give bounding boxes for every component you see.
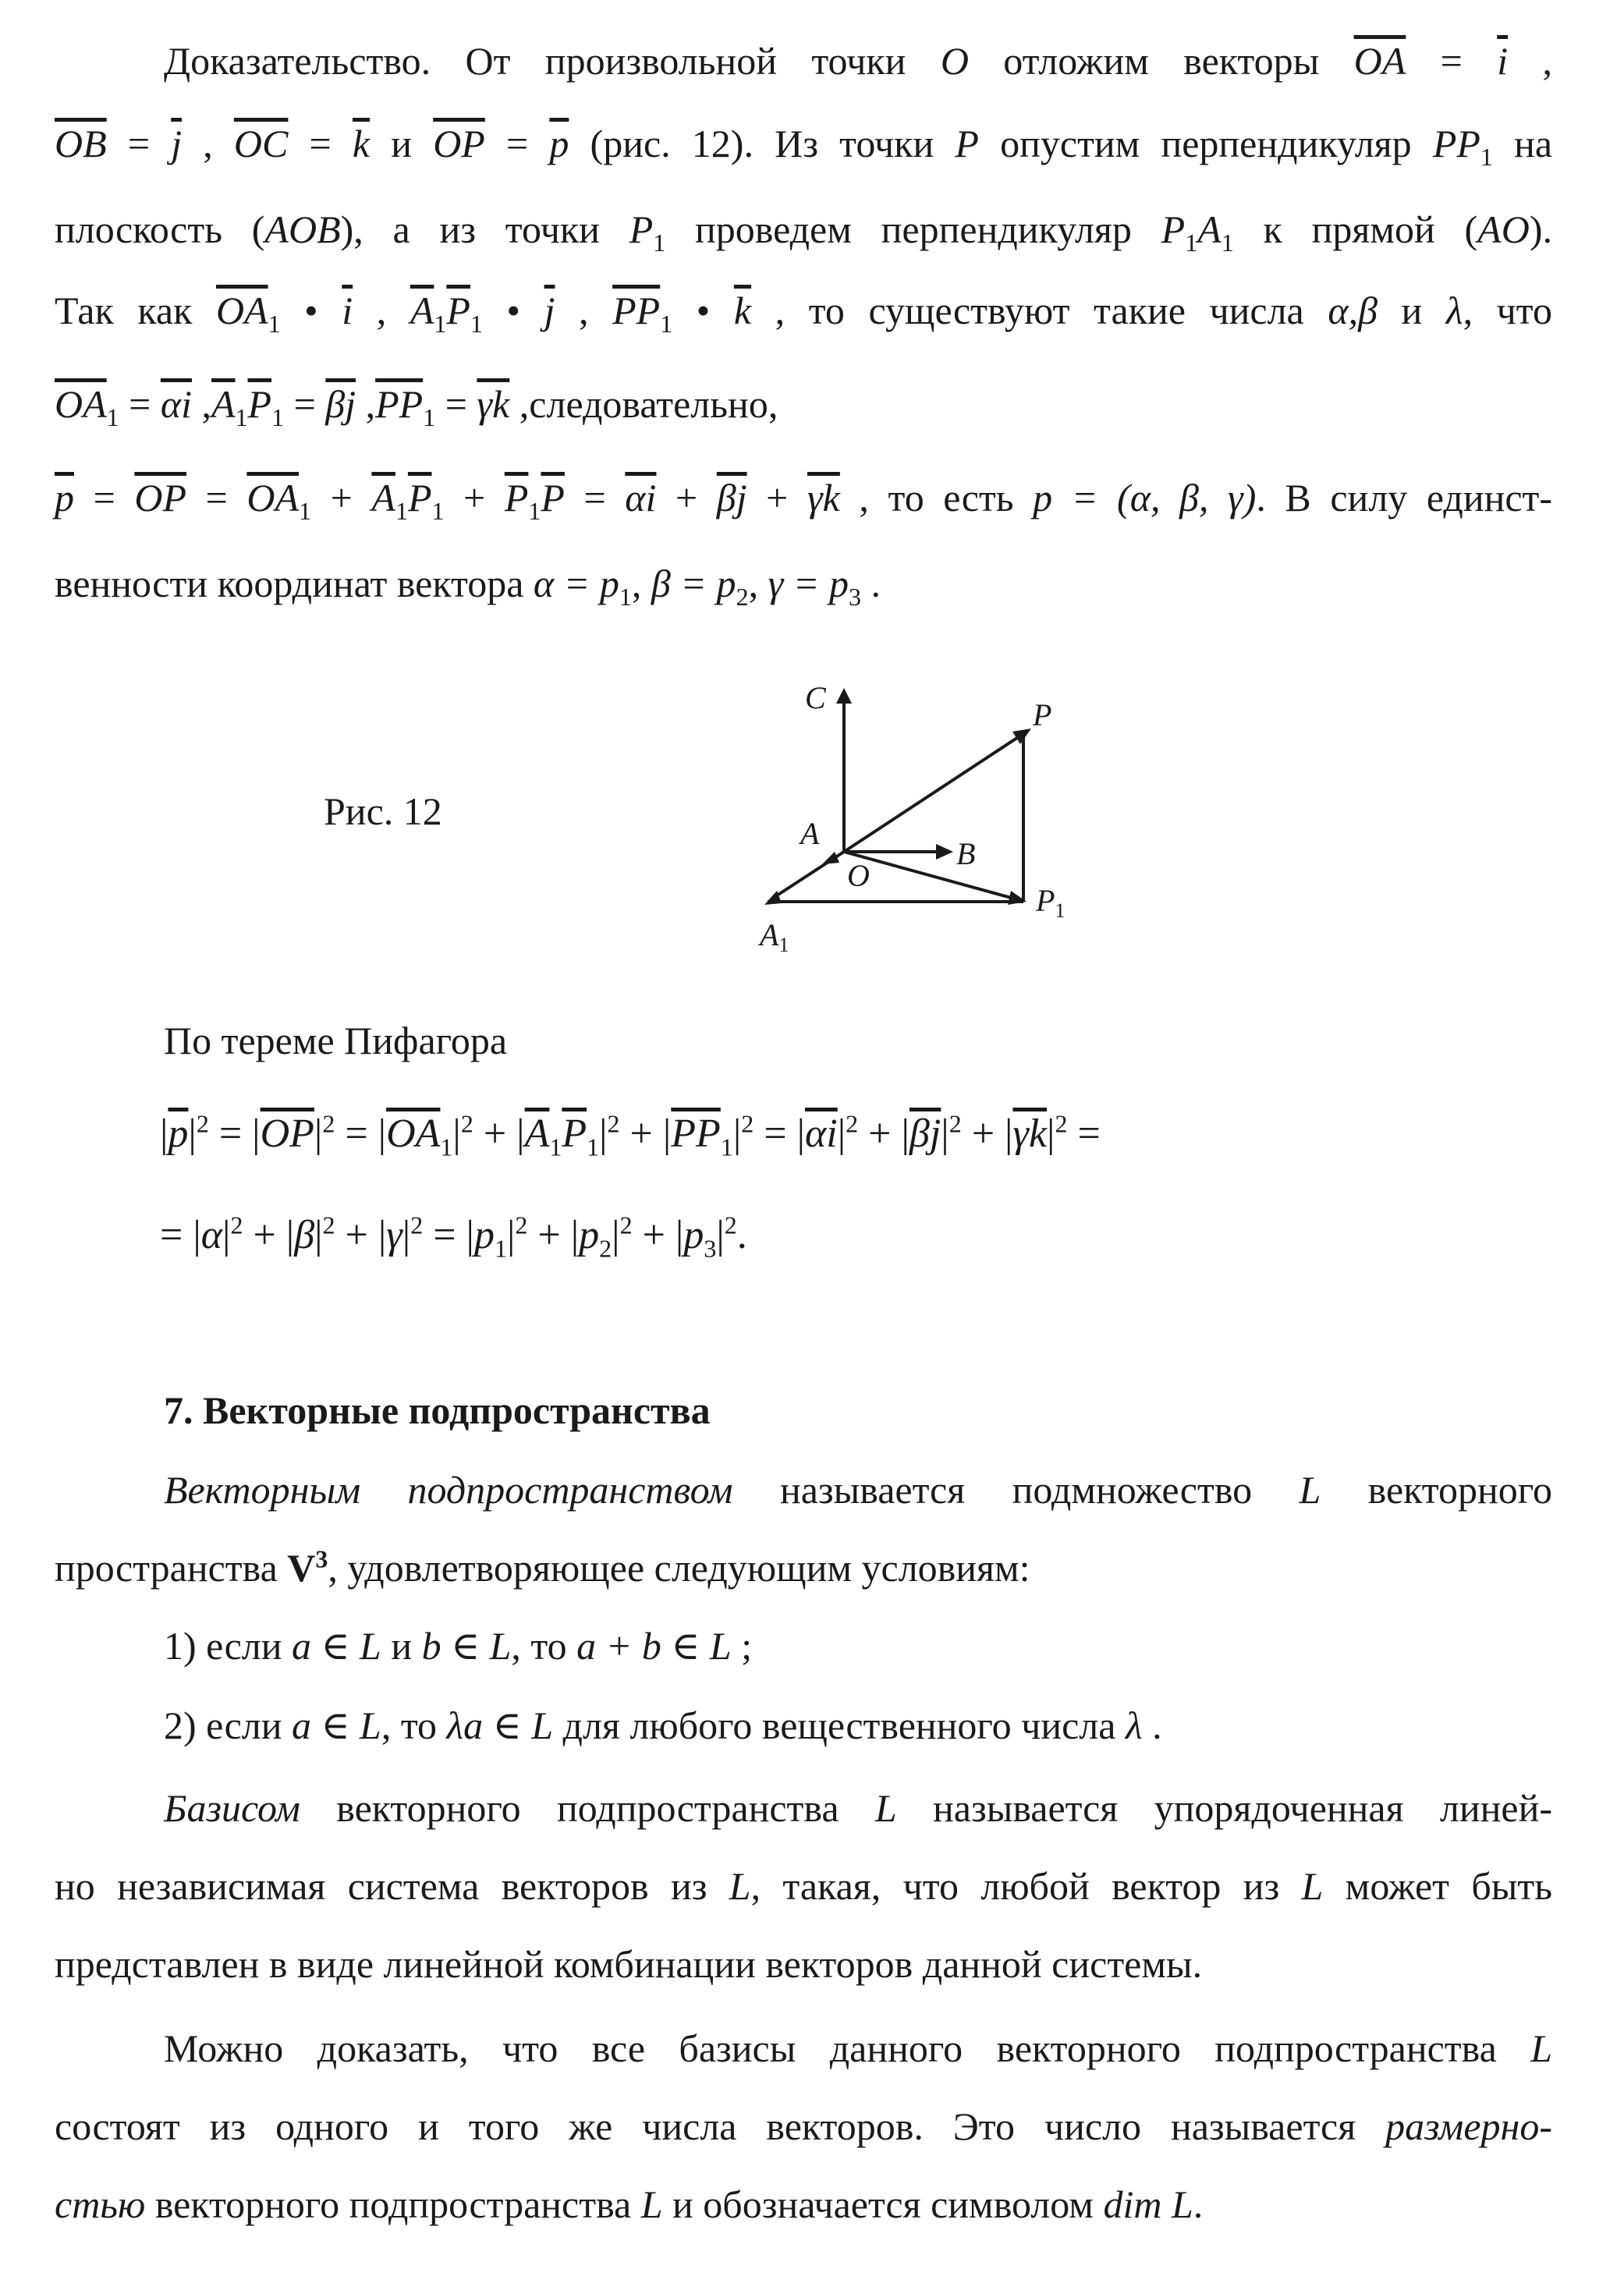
dimension-line-2 <box>55 2089 1552 2164</box>
vector-op: $\overline{OP}$ <box>433 122 485 165</box>
subscript: 1 <box>587 1133 600 1161</box>
parallel-symbol: • <box>482 289 544 332</box>
parallel-symbol: • <box>672 289 734 332</box>
text: ; <box>741 1624 753 1668</box>
pythagoras-eq-1: $|\overline{p}|^2 = |\overline{OP}|^2 = |\overline{OA}_1|^2 + |\overline{A}_1\overline{P}_1|^2 + |\overline{PP}_1|^2 = |\overline{\alpha i}|^2 + |\overline{\beta j}|^2 + |\overline{\gamma k}|^2$ = <box>160 1109 1101 1161</box>
text: и обозначается символом <box>662 2182 1104 2226</box>
vector-a1p1: $\overline{A}$ <box>410 289 434 332</box>
vector-i: $\overline{i}$ <box>342 289 353 332</box>
math-expr: γ = p <box>768 562 849 605</box>
arrowhead-b <box>936 844 953 860</box>
subscript: 1 <box>549 1133 562 1161</box>
math-greek: γ <box>386 1213 402 1257</box>
text: Так как <box>55 289 216 332</box>
square: 2 <box>322 1211 335 1239</box>
math-expr: β = p <box>651 562 736 605</box>
vector-p1p: $\overline{P}$ <box>504 476 529 519</box>
subscript: 1 <box>1480 143 1493 171</box>
math-expr: $\overline{\gamma k}$ <box>807 476 840 519</box>
basis-line-2 <box>55 1849 1552 1923</box>
figure-caption: Рис. 12 <box>324 789 442 833</box>
vector-ob: $\overline{OB}$ <box>55 122 107 165</box>
section-heading: 7. Векторные подпространства <box>164 1388 711 1432</box>
math-var: p <box>473 1213 495 1257</box>
square: 2 <box>1055 1109 1068 1138</box>
text: Доказательство. От произвольной точки <box>164 39 941 83</box>
math-expr: $\overline{\gamma k}$ <box>1012 1111 1048 1156</box>
subscript: 1 <box>720 1133 733 1161</box>
math-expr: b ∈ L <box>421 1624 512 1668</box>
condition-2 <box>164 1688 1624 1763</box>
math-var: L <box>640 2182 663 2226</box>
vector-oa: $\overline{OA}$ <box>1353 39 1406 83</box>
square: 2 <box>949 1109 962 1138</box>
text: и <box>370 122 434 165</box>
math-expr: a ∈ L <box>292 1624 381 1668</box>
math-var: L <box>729 1864 751 1908</box>
math-greek: α,β <box>1328 289 1378 332</box>
vector-a1p1-end: $\overline{P}$ <box>247 382 272 426</box>
text: векторного подпространства <box>145 2182 641 2226</box>
text: и <box>391 1624 413 1668</box>
term: Базисом <box>164 1786 300 1830</box>
term: стью <box>55 2182 146 2226</box>
vector-oa1: $\overline{OA}$ <box>55 382 107 426</box>
vector-p: $\overline{p}$ <box>168 1111 189 1156</box>
text: . В силу единст- <box>1256 476 1553 519</box>
vector-pp1: $\overline{PP}$ <box>375 382 424 426</box>
text: , что <box>1463 289 1552 332</box>
math-var: p <box>579 1213 600 1257</box>
label-a1: $A_1$ <box>760 917 789 956</box>
text: следовательно, <box>529 382 778 426</box>
vector-op: $\overline{OP}$ <box>260 1111 314 1156</box>
text: векторного подпространства <box>300 1786 875 1830</box>
text: (рис. 12). Из точки <box>569 122 956 165</box>
text: , <box>1508 39 1553 83</box>
text: , то <box>381 1704 438 1747</box>
math-point: P <box>955 122 979 165</box>
math-line: AO <box>1477 207 1530 251</box>
subscript: 1 <box>440 1133 453 1161</box>
term: размерно- <box>1385 2104 1552 2148</box>
text: проведем перпендикуляр <box>665 207 1161 251</box>
text: но независимая система векторов из <box>55 1864 729 1908</box>
math-plane: AOB <box>264 207 341 251</box>
math-point: O <box>940 39 969 83</box>
square: 2 <box>724 1211 737 1239</box>
pythagoras-intro: По тереме Пифагора <box>164 1019 508 1062</box>
text: . <box>861 562 881 605</box>
math-greek: α <box>200 1213 223 1257</box>
text: называется подмножество <box>732 1468 1300 1512</box>
list-number: 1) <box>164 1624 197 1668</box>
text: векторного <box>1321 1468 1552 1512</box>
math-expr: $\overline{\gamma k}$ <box>477 382 510 426</box>
label-b: B <box>956 836 976 871</box>
vector-a1p1: $\overline{A}$ <box>371 476 395 519</box>
vector-oa1: $\overline{OA}$ <box>246 476 300 519</box>
math-expr: dim L <box>1103 2182 1193 2226</box>
math-space: V <box>287 1546 316 1590</box>
text: пространства <box>55 1546 288 1590</box>
math-expr: $\overline{\alpha i}$ <box>805 1111 838 1156</box>
text: = <box>1406 39 1498 83</box>
math-greek: λ <box>1445 289 1463 332</box>
proof-line-3 <box>55 192 1552 267</box>
square: 2 <box>741 1109 754 1138</box>
text: Можно доказать, что все базисы данного векторного подпространства <box>164 2026 1531 2070</box>
math-greek: λ <box>1125 1704 1143 1747</box>
definition-line-1 <box>164 1452 1552 1527</box>
vector-p: $\overline{p}$ <box>55 476 74 519</box>
math-expr: a ∈ L <box>292 1704 381 1747</box>
math-point: A <box>1197 207 1222 251</box>
text: если <box>206 1624 282 1668</box>
square: 2 <box>619 1211 633 1239</box>
text: и <box>1377 289 1446 332</box>
vector-pp1: $\overline{PP}$ <box>671 1111 721 1156</box>
math-expr: $\overline{\beta j}$ <box>325 382 356 426</box>
text: может быть <box>1323 1864 1553 1908</box>
vector-a1p1-end: $\overline{P}$ <box>562 1111 587 1156</box>
basis-line-1 <box>164 1771 1552 1845</box>
text: состоят из одного и того же числа векторов. Это число называется <box>55 2104 1386 2148</box>
square: 2 <box>196 1109 209 1138</box>
text: ), а из точки <box>340 207 629 251</box>
square: 2 <box>460 1109 473 1138</box>
subscript: 2 <box>599 1234 612 1263</box>
subscript: 1 <box>1221 229 1234 257</box>
list-number: 2) <box>164 1704 197 1747</box>
proof-line-5: $\overline{OA}_1 = \overline{\alpha i}$ $,\overline{A}_1\overline{P}_1 = \overline{\beta j}$ $,\overline{PP}_1 = \overline{\gamma k}$ ,следовательно, <box>55 382 778 431</box>
vector-j: $\overline{j}$ <box>544 289 555 332</box>
text: , такая, что любой вектор из <box>750 1864 1302 1908</box>
subscript: 3 <box>704 1234 717 1263</box>
vector-op: $\overline{OP}$ <box>134 476 187 519</box>
proof-line-4: Так как $\overline{OA}_1$ • $\overline{i}$ , $\overline{A}_1\overline{P}_1$ • $\overline{j}$ , $\overline{PP}_1$ • $\overline{k}$ , то существуют такие числа α,β и λ, что <box>55 289 1552 338</box>
text: , удовлетворяющее следующим условиям: <box>328 1546 1030 1590</box>
vector-oa1: $\overline{OA}$ <box>215 289 268 332</box>
math-var: L <box>874 1786 897 1830</box>
arrowhead-a <box>822 852 839 864</box>
math-greek: β <box>294 1213 315 1257</box>
term: Векторным подпространством <box>164 1468 733 1512</box>
math-expr: α = p <box>533 562 619 605</box>
text: плоскость ( <box>55 207 265 251</box>
proof-line-1 <box>164 23 1552 98</box>
math-var: p <box>683 1213 704 1257</box>
square: 2 <box>230 1211 243 1239</box>
math-point: P <box>1161 207 1186 251</box>
math-segment: PP <box>1432 122 1480 165</box>
dimension-line-1 <box>164 2011 1552 2086</box>
vector-pp1: $\overline{PP}$ <box>612 289 661 332</box>
subscript: 1 <box>653 229 666 257</box>
math-var: L <box>1530 2026 1552 2070</box>
square: 2 <box>607 1109 620 1138</box>
vector-p: $\overline{p}$ <box>549 122 569 165</box>
text: ). <box>1529 207 1552 251</box>
subscript: 1 <box>494 1234 507 1263</box>
square: 2 <box>322 1109 335 1138</box>
math-expr: $\overline{\beta j}$ <box>716 476 747 519</box>
text: к прямой ( <box>1233 207 1478 251</box>
superscript: 3 <box>315 1544 328 1573</box>
math-expr: $\overline{\beta j}$ <box>909 1111 941 1156</box>
basis-line-3: представлен в виде линейной комбинации векторов данной системы. <box>55 1942 1203 1986</box>
label-p: P <box>1033 697 1052 732</box>
text: венности координат вектора <box>55 562 534 605</box>
proof-line-6: $\overline{p} = \overline{OP} = \overline{OA}_1 + \overline{A}_1\overline{P}_1 + \overline{P}_1\overline{P} = \overline{\alpha i} + \overline{\beta j} + \overline{\gamma k}$ , то есть p = (α, β, γ). В силу единст- <box>55 476 1553 525</box>
text: на <box>1492 122 1553 165</box>
pythagoras-eq-2: = $|\alpha|^2 + |\beta|^2 + |\gamma|^2 = |p_1|^2 + |p_2|^2 + |p_3|^2$. <box>160 1211 747 1263</box>
proof-line-7: венности координат вектора $\alpha = p_1$, $\beta = p_2$, $\gamma = p_3$ . <box>55 562 881 611</box>
math-expr: $\overline{\alpha i}$ <box>160 382 192 426</box>
label-o: O <box>847 858 870 893</box>
label-a: A <box>800 816 820 851</box>
condition-1 <box>164 1608 1624 1683</box>
text: если <box>206 1704 282 1747</box>
text: , то существуют такие числа <box>751 289 1328 332</box>
square: 2 <box>515 1211 528 1239</box>
math-point: P <box>629 207 654 251</box>
vector-diagram <box>725 671 1084 967</box>
label-c: C <box>805 680 826 715</box>
dimension-line-3 <box>55 2167 1552 2242</box>
text: называется упорядоченная линей- <box>896 1786 1552 1830</box>
vector-op-line <box>844 735 1022 852</box>
vector-oc: $\overline{OC}$ <box>233 122 289 165</box>
math-expr: λa ∈ L <box>446 1704 554 1747</box>
text: опустим перпендикуляр <box>978 122 1433 165</box>
math-expr: a + b ∈ L <box>576 1624 732 1668</box>
math-var: L <box>1301 1864 1324 1908</box>
math-var: L <box>1299 1468 1321 1512</box>
math-expr: $\overline{\alpha i}$ <box>625 476 657 519</box>
vector-j: $\overline{j}$ <box>171 122 183 165</box>
square: 2 <box>846 1109 859 1138</box>
square: 2 <box>410 1211 424 1239</box>
vector-a1p1-end: $\overline{P}$ <box>446 289 470 332</box>
vector-oa1: $\overline{OA}$ <box>386 1111 441 1156</box>
vector-k: $\overline{k}$ <box>352 122 371 165</box>
vector-a1p1-end: $\overline{P}$ <box>407 476 432 519</box>
math-expr: p = (α, β, γ) <box>1033 476 1257 519</box>
text: . <box>1142 1704 1162 1747</box>
vector-a1p1: $\overline{A}$ <box>211 382 236 426</box>
definition-line-2 <box>55 1530 1552 1605</box>
parallel-symbol: • <box>280 289 342 332</box>
vector-a1p1: $\overline{A}$ <box>524 1111 550 1156</box>
text: для любого вещественного числа <box>553 1704 1126 1747</box>
text: отложим векторы <box>968 39 1354 83</box>
arrowhead-c <box>836 688 852 704</box>
text: , то <box>511 1624 567 1668</box>
vector-i: $\overline{i}$ <box>1497 39 1509 83</box>
vector-k: $\overline{k}$ <box>733 289 752 332</box>
proof-line-2: $\overline{OB} = \overline{j}$ , $\overline{OC} = \overline{k}$ и $\overline{OP} = \overline{p}$ (рис. 12). Из точки P опустим перпендикуляр $PP_1$ на <box>55 122 1553 171</box>
text: , то есть <box>839 476 1034 519</box>
subscript: 1 <box>1185 229 1198 257</box>
text: . <box>1193 2182 1204 2226</box>
label-p1: $P_1$ <box>1036 883 1066 922</box>
